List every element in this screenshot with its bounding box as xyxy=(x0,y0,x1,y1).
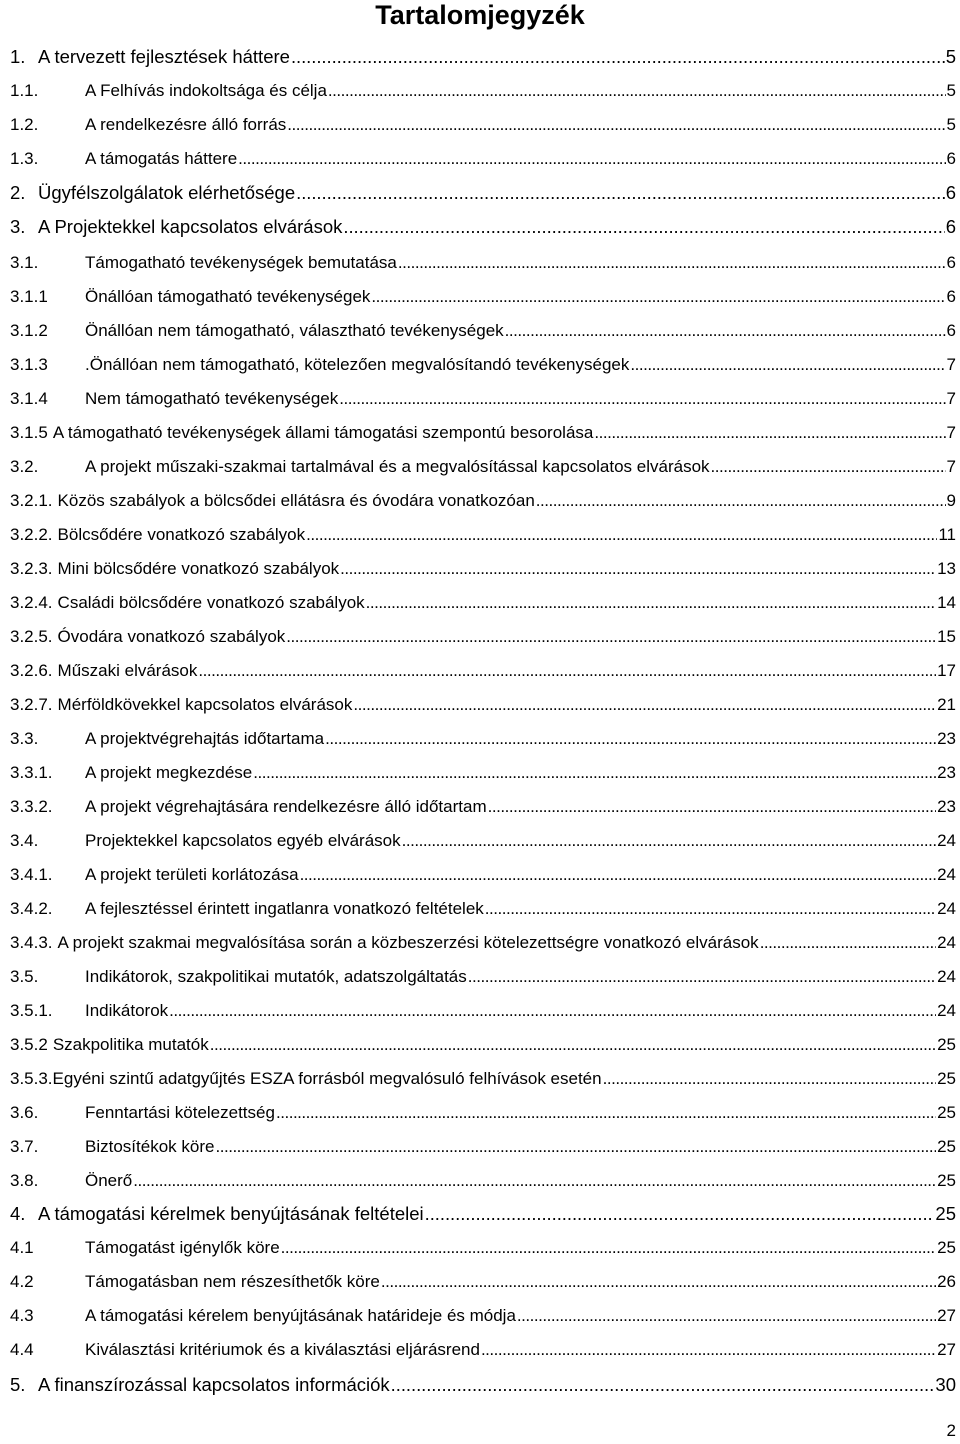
page-title: Tartalomjegyzék xyxy=(375,0,585,30)
toc-entry-number: 4. xyxy=(10,1203,26,1224)
toc-entry-page: 7 xyxy=(946,355,956,374)
toc-entry[interactable] xyxy=(10,1235,956,1261)
toc-leader-dots xyxy=(343,214,944,240)
toc-entry-page: 24 xyxy=(937,831,956,850)
toc-entry-title: Műszaki elvárások xyxy=(57,661,198,680)
toc-entry-page: 11 xyxy=(938,525,956,544)
toc-leader-dots xyxy=(398,250,946,276)
toc-entry-title: A finanszírozással kapcsolatos információk xyxy=(38,1374,390,1395)
toc-entry-page: 24 xyxy=(937,967,956,986)
toc-entry-page: 6 xyxy=(946,287,956,306)
toc-entry-number: 1.3. xyxy=(10,149,39,168)
toc-entry-title: Indikátorok, szakpolitikai mutatók, adatszolgáltatás xyxy=(85,967,467,986)
toc-entry-title: Nem támogatható tevékenységek xyxy=(85,389,339,408)
toc-entry-number: 3.2.1. xyxy=(10,491,53,510)
toc-entry-number: 3.2.6. xyxy=(10,661,53,680)
toc-leader-dots xyxy=(238,146,945,172)
toc-entry[interactable] xyxy=(10,590,956,616)
toc-entry-number: 4.3 xyxy=(10,1306,34,1325)
toc-entry[interactable] xyxy=(10,44,956,70)
toc-entry[interactable] xyxy=(10,488,956,514)
toc-entry-number: 3.1.2 xyxy=(10,321,48,340)
toc-entry-number: 1. xyxy=(10,46,26,67)
toc-entry-page: 17 xyxy=(937,661,956,680)
toc-entry-page: 25 xyxy=(937,1103,956,1122)
toc-entry-number: 3.2.7. xyxy=(10,695,53,714)
toc-entry-page: 5 xyxy=(946,81,956,100)
toc-leader-dots xyxy=(760,930,936,956)
toc-entry-number: 3.4.3. xyxy=(10,933,53,952)
toc-entry[interactable] xyxy=(10,146,956,172)
toc-entry-title: Támogatást igénylők köre xyxy=(85,1238,280,1257)
toc-leader-dots xyxy=(198,658,936,684)
toc-entry-page: 5 xyxy=(946,115,956,134)
toc-leader-dots xyxy=(485,896,936,922)
toc-entry[interactable] xyxy=(10,454,956,480)
toc-entry[interactable] xyxy=(10,862,956,888)
toc-entry[interactable] xyxy=(10,930,956,956)
toc-entry-number: 4.1 xyxy=(10,1238,34,1257)
toc-leader-dots xyxy=(366,590,936,616)
toc-leader-dots xyxy=(353,692,936,718)
toc-entry-page: 9 xyxy=(946,491,956,510)
toc-entry-title: Egyéni szintű adatgyűjtés ESZA forrásból megvalósuló felhívások esetén xyxy=(52,1069,602,1088)
toc-entry-page: 6 xyxy=(946,321,956,340)
toc-entry-title: A projekt területi korlátozása xyxy=(85,865,299,884)
toc-leader-dots xyxy=(291,44,945,70)
toc-entry-page: 30 xyxy=(935,1374,956,1395)
toc-leader-dots xyxy=(402,828,936,854)
toc-entry[interactable] xyxy=(10,1066,956,1092)
toc-entry-number: 3.8. xyxy=(10,1171,39,1190)
toc-entry-number: 1.2. xyxy=(10,115,39,134)
toc-entry-page: 25 xyxy=(937,1171,956,1190)
toc-leader-dots xyxy=(287,112,945,138)
toc-entry[interactable] xyxy=(10,794,956,820)
toc-entry-number: 5. xyxy=(10,1374,26,1395)
toc-entry-number: 3.3.2. xyxy=(10,797,53,816)
toc-entry-number: 3.4. xyxy=(10,831,39,850)
toc-leader-dots xyxy=(306,522,937,548)
toc-entry[interactable] xyxy=(10,1100,956,1126)
toc-entry-page: 24 xyxy=(937,899,956,918)
toc-entry[interactable] xyxy=(10,828,956,854)
toc-leader-dots xyxy=(517,1303,936,1329)
toc-entry-page: 23 xyxy=(937,763,956,782)
toc-entry[interactable] xyxy=(10,658,956,684)
toc-entry-page: 5 xyxy=(945,46,956,67)
toc-entry[interactable] xyxy=(10,250,956,276)
toc-entry[interactable] xyxy=(10,386,956,412)
toc-entry[interactable] xyxy=(10,998,956,1024)
toc-entry-title: Kiválasztási kritériumok és a kiválasztási eljárásrend xyxy=(85,1340,480,1359)
toc-entry-number: 3.5.1. xyxy=(10,1001,53,1020)
toc-entry-title: Ügyfélszolgálatok elérhetősége xyxy=(38,182,296,203)
toc-leader-dots xyxy=(286,624,936,650)
toc-entry-page: 6 xyxy=(945,182,956,203)
toc-leader-dots xyxy=(169,998,936,1024)
toc-entry[interactable] xyxy=(10,1303,956,1329)
toc-leader-dots xyxy=(325,726,936,752)
toc-entry-number: 3.3.1. xyxy=(10,763,53,782)
toc-entry[interactable] xyxy=(10,318,956,344)
toc-leader-dots xyxy=(340,556,936,582)
toc-entry[interactable] xyxy=(10,1337,956,1363)
toc-entry-page: 26 xyxy=(937,1272,956,1291)
toc-entry-title: A projekt műszaki-szakmai tartalmával és a megvalósítással kapcsolatos elvárások xyxy=(85,457,710,476)
toc-entry-title: Támogatásban nem részesíthetők köre xyxy=(85,1272,380,1291)
toc-entry[interactable] xyxy=(10,896,956,922)
toc-leader-dots xyxy=(253,760,936,786)
toc-leader-dots xyxy=(630,352,945,378)
toc-entry-page: 23 xyxy=(937,797,956,816)
toc-entry-number: 3.5.3. xyxy=(10,1069,53,1088)
toc-leader-dots xyxy=(594,420,945,446)
toc-leader-dots xyxy=(481,1337,936,1363)
toc-entry-title: Szakpolitika mutatók xyxy=(52,1035,209,1054)
toc-entry-title: Óvodára vonatkozó szabályok xyxy=(57,627,286,646)
toc-entry-page: 24 xyxy=(937,865,956,884)
toc-leader-dots xyxy=(215,1134,936,1160)
toc-entry[interactable] xyxy=(10,522,956,548)
toc-entry-number: 2. xyxy=(10,182,26,203)
toc-entry-page: 6 xyxy=(946,253,956,272)
toc-entry-number: 3.4.1. xyxy=(10,865,53,884)
toc-entry[interactable] xyxy=(10,1134,956,1160)
toc-leader-dots xyxy=(711,454,946,480)
toc-entry[interactable] xyxy=(10,556,956,582)
toc-entry-title: Projektekkel kapcsolatos egyéb elvárások xyxy=(85,831,401,850)
toc-entry[interactable] xyxy=(10,420,956,446)
toc-entry-page: 21 xyxy=(937,695,956,714)
toc-entry-page: 6 xyxy=(946,149,956,168)
toc-entry-number: 4.4 xyxy=(10,1340,34,1359)
toc-entry-page: 7 xyxy=(946,457,956,476)
toc-entry-number: 3.4.2. xyxy=(10,899,53,918)
toc-entry-title: Támogatható tevékenységek bemutatása xyxy=(85,253,397,272)
toc-leader-dots xyxy=(391,1372,935,1398)
toc-entry-number: 3.1. xyxy=(10,253,39,272)
toc-entry[interactable] xyxy=(10,1372,956,1398)
toc-entry-number: 3.2.4. xyxy=(10,593,53,612)
toc-entry-page: 25 xyxy=(937,1137,956,1156)
toc-entry-title: A támogatási kérelem benyújtásának határideje és módja xyxy=(85,1306,516,1325)
toc-entry-title: A Felhívás indokoltsága és célja xyxy=(85,81,327,100)
toc-entry-title: A projekt szakmai megvalósítása során a közbeszerzési kötelezettségre vonatkozó elvárások xyxy=(57,933,759,952)
toc-entry-title: A projektvégrehajtás időtartama xyxy=(85,729,325,748)
toc-entry-title: A támogatás háttere xyxy=(85,149,238,168)
toc-leader-dots xyxy=(505,318,946,344)
toc-leader-dots xyxy=(133,1168,936,1194)
toc-entry-page: 25 xyxy=(937,1035,956,1054)
toc-entry-number: 3.2.2. xyxy=(10,525,53,544)
toc-entry-number: 3.3. xyxy=(10,729,39,748)
toc-leader-dots xyxy=(339,386,945,412)
toc-leader-dots xyxy=(276,1100,936,1126)
toc-entry-title: Indikátorok xyxy=(85,1001,169,1020)
toc-entry-page: 7 xyxy=(946,389,956,408)
toc-entry-number: 3.2.5. xyxy=(10,627,53,646)
toc-entry-number: 3.2. xyxy=(10,457,39,476)
toc-leader-dots xyxy=(425,1201,935,1227)
toc-entry[interactable] xyxy=(10,1201,956,1227)
toc-entry-title: Önállóan nem támogatható, választható tevékenységek xyxy=(85,321,504,340)
toc-entry[interactable] xyxy=(10,964,956,990)
toc-entry[interactable] xyxy=(10,1269,956,1295)
toc-entry-page: 6 xyxy=(945,216,956,237)
toc-entry[interactable] xyxy=(10,692,956,718)
toc-entry-page: 15 xyxy=(937,627,956,646)
toc-entry[interactable] xyxy=(10,284,956,310)
toc-entry[interactable] xyxy=(10,78,956,104)
toc-entry[interactable] xyxy=(10,1168,956,1194)
page-number: 2 xyxy=(946,1421,956,1440)
toc-entry-page: 24 xyxy=(937,933,956,952)
toc-entry[interactable] xyxy=(10,180,956,206)
toc-entry-title: .Önállóan nem támogatható, kötelezően megvalósítandó tevékenységek xyxy=(85,355,630,374)
toc-entry-page: 25 xyxy=(937,1069,956,1088)
toc-entry-title: Közös szabályok a bölcsődei ellátásra és óvodára vonatkozóan xyxy=(57,491,535,510)
toc-entry-number: 1.1. xyxy=(10,81,39,100)
toc-entry-page: 7 xyxy=(946,423,956,442)
toc-entry-title: Biztosítékok köre xyxy=(85,1137,215,1156)
toc-entry-title: Mini bölcsődére vonatkozó szabályok xyxy=(57,559,340,578)
toc-leader-dots xyxy=(371,284,945,310)
toc-entry-page: 13 xyxy=(937,559,956,578)
toc-entry-title: A rendelkezésre álló forrás xyxy=(85,115,287,134)
toc-leader-dots xyxy=(296,180,945,206)
toc-entry-title: A támogatható tevékenységek állami támogatási szempontú besorolása xyxy=(52,423,594,442)
toc-entry[interactable] xyxy=(10,352,956,378)
toc-entry[interactable] xyxy=(10,1032,956,1058)
toc-entry-title: A fejlesztéssel érintett ingatlanra vonatkozó feltételek xyxy=(85,899,484,918)
toc-entry-number: 3.1.1 xyxy=(10,287,48,306)
toc-entry-title: Önerő xyxy=(85,1171,133,1190)
toc-entry-number: 3.5.2 xyxy=(10,1035,48,1054)
toc-entry-title: Családi bölcsődére vonatkozó szabályok xyxy=(57,593,365,612)
toc-entry-title: Mérföldkövekkel kapcsolatos elvárások xyxy=(57,695,353,714)
toc-entry-page: 14 xyxy=(937,593,956,612)
toc-leader-dots xyxy=(281,1235,936,1261)
toc-entry-number: 3.2.3. xyxy=(10,559,53,578)
toc-entry-page: 25 xyxy=(935,1203,956,1224)
toc-entry-title: Önállóan támogatható tevékenységek xyxy=(85,287,371,306)
toc-entry[interactable] xyxy=(10,112,956,138)
toc-leader-dots xyxy=(328,78,946,104)
toc-entry-page: 25 xyxy=(937,1238,956,1257)
toc-entry-page: 27 xyxy=(937,1306,956,1325)
toc-entry-number: 3. xyxy=(10,216,26,237)
toc-leader-dots xyxy=(536,488,946,514)
toc-entry[interactable] xyxy=(10,214,956,240)
toc-entry-page: 24 xyxy=(937,1001,956,1020)
toc-entry-title: A Projektekkel kapcsolatos elvárások xyxy=(38,216,343,237)
toc-entry-title: Bölcsődére vonatkozó szabályok xyxy=(57,525,306,544)
toc-entry-page: 23 xyxy=(937,729,956,748)
toc-entry[interactable] xyxy=(10,624,956,650)
toc-entry-title: Fenntartási kötelezettség xyxy=(85,1103,275,1122)
toc-leader-dots xyxy=(488,794,936,820)
toc-leader-dots xyxy=(381,1269,936,1295)
toc-entry-number: 3.1.3 xyxy=(10,355,48,374)
toc-entry-number: 3.6. xyxy=(10,1103,39,1122)
toc-entry-title: A projekt megkezdése xyxy=(85,763,253,782)
toc-entry-number: 3.1.5 xyxy=(10,423,48,442)
toc-entry-number: 3.7. xyxy=(10,1137,39,1156)
toc-leader-dots xyxy=(300,862,937,888)
toc-leader-dots xyxy=(468,964,936,990)
toc-entry-title: A projekt végrehajtására rendelkezésre álló időtartam xyxy=(85,797,487,816)
toc-leader-dots xyxy=(210,1032,936,1058)
toc-entry[interactable] xyxy=(10,760,956,786)
toc-entry-title: A tervezett fejlesztések háttere xyxy=(38,46,290,67)
toc-leader-dots xyxy=(603,1066,937,1092)
toc-entry-page: 27 xyxy=(937,1340,956,1359)
toc-entry[interactable] xyxy=(10,726,956,752)
toc-entry-number: 4.2 xyxy=(10,1272,34,1291)
toc-entry-number: 3.5. xyxy=(10,967,39,986)
toc-entry-title: A támogatási kérelmek benyújtásának feltételei xyxy=(38,1203,424,1224)
toc-entry-number: 3.1.4 xyxy=(10,389,48,408)
